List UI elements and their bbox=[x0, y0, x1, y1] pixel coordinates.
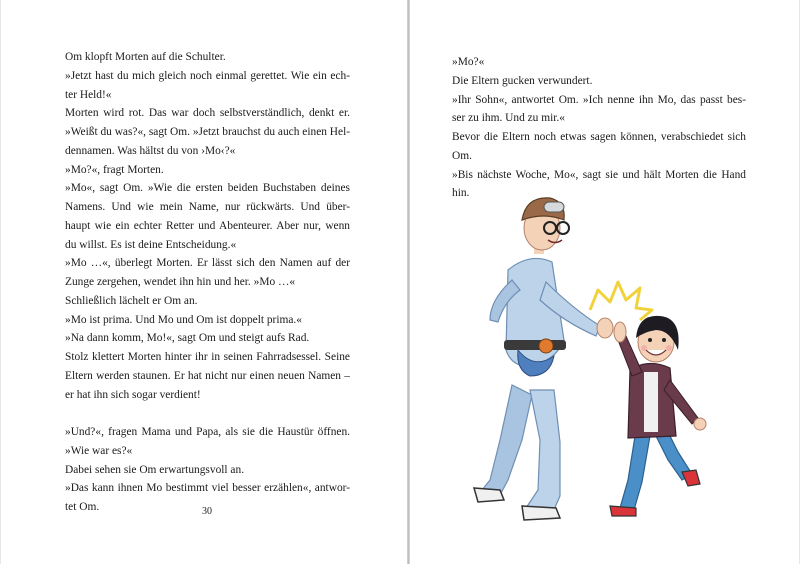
text-line: Stolz klettert Morten hinter ihr in seinen Fahrradsessel. Seine bbox=[65, 351, 350, 363]
left-page-text bbox=[65, 48, 350, 517]
text-line: Om. bbox=[452, 149, 472, 162]
text-line: Dabei sehen sie Om erwartungsvoll an. bbox=[65, 463, 245, 476]
book-gutter bbox=[407, 0, 410, 564]
text-line: haupt wie ein echter Retter und Abenteurer. Aber nur, wenn bbox=[65, 219, 350, 232]
child-figure bbox=[610, 316, 706, 516]
text-line: »Na dann komm, Mo!«, sagt Om und steigt aufs Rad. bbox=[65, 332, 310, 345]
text-line: »Das kann ihnen Mo bestimmt viel besser erzählen«, antwor- bbox=[65, 482, 350, 495]
text-line: du willst. Es ist deine Entscheidung.« bbox=[65, 238, 237, 251]
text-line: »Mo ist prima. Und Mo und Om ist doppelt prima.« bbox=[65, 313, 302, 326]
text-line: ser zu ihm. Und zu mir.« bbox=[452, 112, 565, 125]
text-line: Die Eltern gucken verwundert. bbox=[452, 74, 593, 87]
text-line: ter Held!« bbox=[65, 88, 112, 101]
text-line: Eltern werden staunen. Er hat nicht nur einen neuen Namen – bbox=[65, 369, 350, 382]
text-line: Zunge zergehen, wendet ihn hin und her. »Mo …« bbox=[65, 276, 296, 288]
text-line: »Mo …«, überlegt Morten. Er lässt sich den Namen auf der bbox=[65, 257, 350, 270]
burst-icon bbox=[590, 282, 652, 320]
text-line: er hat ihn sich sogar verdient! bbox=[65, 388, 201, 401]
text-line: hin. bbox=[452, 187, 470, 200]
text-line: Bevor die Eltern noch etwas sagen können, verabschiedet sich bbox=[452, 131, 746, 143]
text-line: »Und?«, fragen Mama und Papa, als sie die Haustür öffnen. bbox=[65, 426, 350, 438]
text-line: »Bis nächste Woche, Mo«, sagt sie und hält Morten die Hand bbox=[452, 168, 746, 181]
adult-figure bbox=[474, 198, 613, 520]
text-line: »Mo«, sagt Om. »Wie die ersten beiden Buchstaben deines bbox=[65, 182, 350, 195]
text-line: »Mo?« bbox=[452, 56, 485, 68]
text-line: dennamen. Was hältst du von ›Mo‹?« bbox=[65, 144, 236, 157]
text-line: tet Om. bbox=[65, 501, 100, 513]
text-line: Om klopft Morten auf die Schulter. bbox=[65, 51, 226, 63]
text-line: »Ihr Sohn«, antwortet Om. »Ich nenne ihn Mo, das passt bes- bbox=[452, 93, 746, 106]
text-line: Schließlich lächelt er Om an. bbox=[65, 294, 198, 307]
right-page-text bbox=[452, 53, 746, 203]
page-edge bbox=[0, 0, 1, 564]
text-line: »Wie war es?« bbox=[65, 444, 133, 457]
text-line: »Mo?«, fragt Morten. bbox=[65, 163, 164, 176]
text-line: »Weißt du was?«, sagt Om. »Jetzt brauchst du auch einen Hel- bbox=[65, 126, 351, 138]
text-line: Namens. Und wie mein Name, nur rückwärts. Und über- bbox=[65, 201, 350, 213]
high-five-illustration bbox=[460, 190, 730, 530]
paragraph-gap bbox=[65, 404, 350, 423]
page-number: 30 bbox=[202, 506, 212, 517]
text-line: »Jetzt hast du mich gleich noch einmal gerettet. Wie ein ech- bbox=[65, 69, 350, 82]
text-line: Morten wird rot. Das war doch selbstverständlich, denkt er. bbox=[65, 107, 350, 120]
